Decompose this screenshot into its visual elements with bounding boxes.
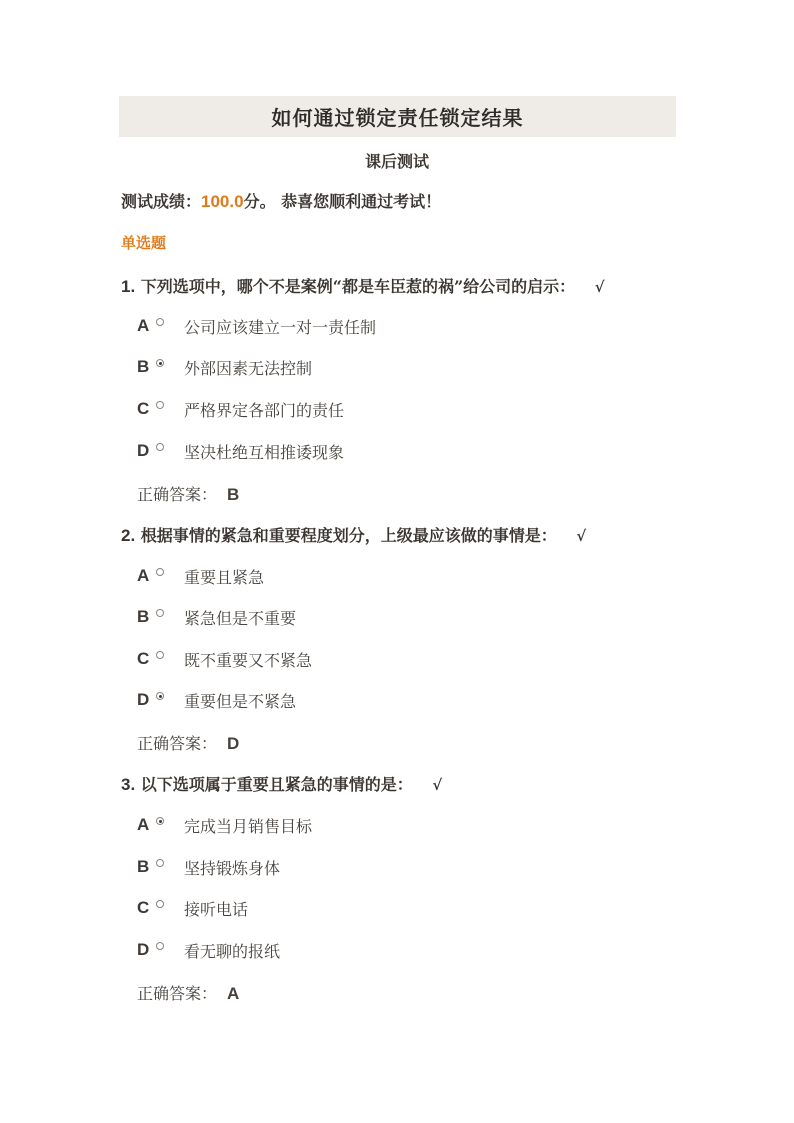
correct-check-icon: √ [576,527,587,545]
score-line [121,189,441,212]
option-letter: A [137,316,150,335]
score-suffix: 分。 恭喜您顺利通过考试！ [243,192,442,211]
option-letter: D [137,940,150,959]
option-text: 严格界定各部门的责任 [184,400,345,420]
score-prefix: 测试成绩： [121,192,202,211]
radio-button[interactable] [156,318,164,326]
question-text: 以下选项属于重要且紧急的事情的是： [140,775,413,794]
question-2-option-a[interactable] [137,564,264,588]
answer-label: 正确答案： [137,734,218,753]
option-text: 坚决杜绝互相推诿现象 [184,442,345,462]
question-2-option-c[interactable] [137,647,312,671]
radio-button[interactable] [156,359,164,367]
option-text: 接听电话 [184,899,249,919]
option-letter: C [137,399,150,418]
option-text: 看无聊的报纸 [184,941,281,961]
radio-button[interactable] [156,859,164,867]
question-3-option-b[interactable] [137,855,280,879]
radio-button[interactable] [156,817,164,825]
section-label: 单选题 [121,234,167,252]
correct-check-icon: √ [594,278,605,296]
option-text: 紧急但是不重要 [184,608,297,628]
question-number: 3. [121,775,136,794]
option-letter: B [137,857,150,876]
question-number: 2. [121,526,136,545]
radio-button[interactable] [156,568,164,576]
question-2-option-b[interactable] [137,605,296,629]
question-text: 下列选项中，哪个不是案例“都是车臣惹的祸”给公司的启示： [140,277,576,296]
radio-button[interactable] [156,401,164,409]
radio-button[interactable] [156,443,164,451]
question-1 [121,274,605,297]
option-text: 公司应该建立一对一责任制 [184,317,377,337]
option-letter: C [137,898,150,917]
page-title: 如何通过锁定责任锁定结果 [271,106,524,130]
answer-label: 正确答案： [137,984,218,1003]
question-3-option-c[interactable] [137,896,248,920]
question-1-option-b[interactable] [137,355,312,379]
radio-button[interactable] [156,942,164,950]
question-1-option-d[interactable] [137,439,344,463]
question-2-answer [137,731,239,754]
option-text: 既不重要又不紧急 [184,650,313,670]
answer-label: 正确答案： [137,485,218,504]
question-1-answer [137,482,239,505]
option-letter: C [137,649,150,668]
question-text: 根据事情的紧急和重要程度划分，上级最应该做的事情是： [140,526,557,545]
answer-value: B [227,485,240,504]
question-number: 1. [121,277,136,296]
answer-value: A [227,984,240,1003]
question-1-option-a[interactable] [137,314,376,338]
option-letter: B [137,607,150,626]
correct-check-icon: √ [432,776,443,794]
radio-button[interactable] [156,609,164,617]
option-letter: A [137,815,150,834]
option-letter: D [137,690,150,709]
option-letter: B [137,357,150,376]
option-text: 重要且紧急 [184,567,265,587]
option-text: 完成当月销售目标 [184,816,313,836]
question-3-answer [137,981,239,1004]
answer-value: D [227,734,240,753]
radio-button[interactable] [156,651,164,659]
option-letter: A [137,566,150,585]
page-subtitle: 课后测试 [364,152,429,171]
option-letter: D [137,441,150,460]
radio-button[interactable] [156,692,164,700]
question-3-option-d[interactable] [137,938,280,962]
question-2 [121,523,586,546]
radio-button[interactable] [156,900,164,908]
option-text: 坚持锻炼身体 [184,858,281,878]
question-1-option-c[interactable] [137,397,344,421]
question-3-option-a[interactable] [137,813,312,837]
option-text: 重要但是不紧急 [184,691,297,711]
option-text: 外部因素无法控制 [184,358,313,378]
question-3 [121,772,442,795]
score-value: 100.0 [201,192,244,211]
question-2-option-d[interactable] [137,688,296,712]
title-bar [119,96,676,137]
